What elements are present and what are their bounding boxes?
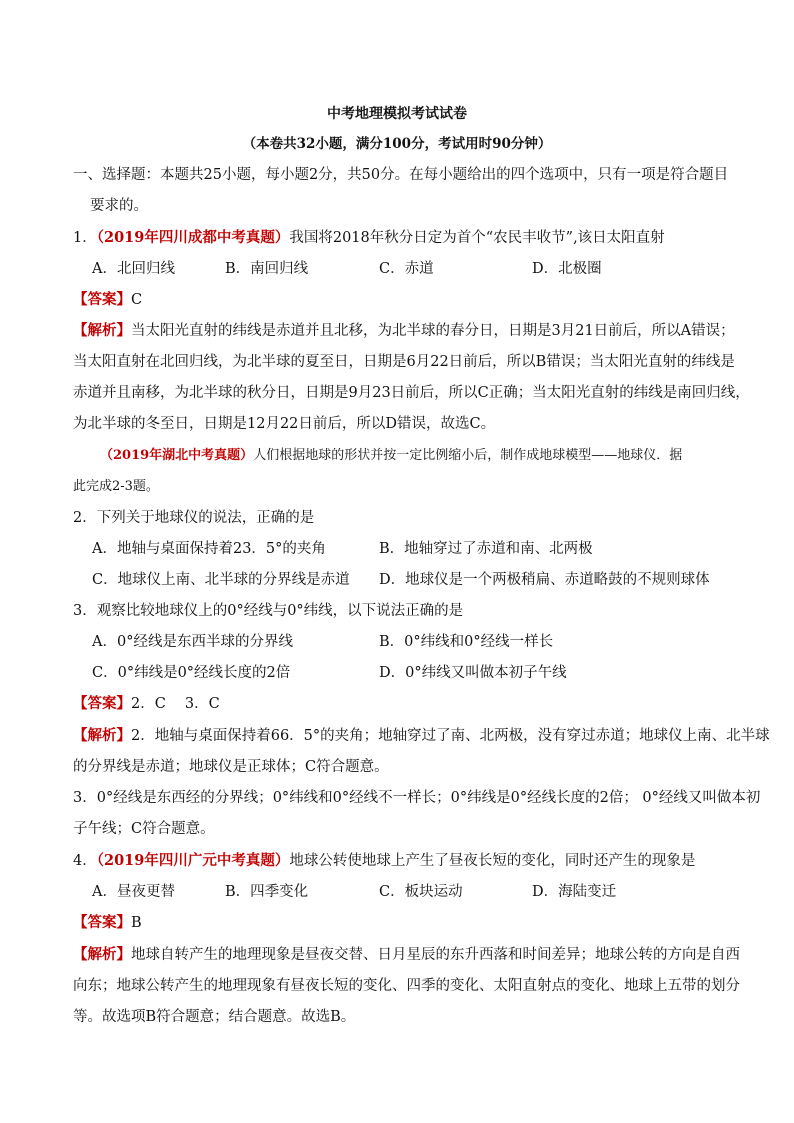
option-c: C．地球仪上南、北半球的分界线是赤道 [92, 572, 350, 588]
option-b: B．0°纬线和0°经线一样长 [379, 634, 554, 650]
question-2: 2．下列关于地球仪的说法，正确的是 [73, 510, 315, 526]
answer-value: C [131, 292, 143, 308]
answer-value: 2．C 3．C [131, 696, 220, 712]
analysis-label: 【解析】 [73, 946, 131, 963]
analysis-1-line4: 为北半球的冬至日，日期是12月22日前后，所以D错误，故选C。 [73, 416, 496, 432]
option-b: B．四季变化 [225, 884, 309, 900]
analysis-2-3-line3: 3．0°经线是东西经的分界线；0°纬线和0°经线不一样长；0°纬线是0°经线长度的2倍； 0°经线又叫做本初 [73, 790, 761, 806]
analysis-1-line3: 赤道并且南移，为北半球的秋分日，日期是9月23日前后，所以C正确；当太阳光直射的纬线是南回归线， [73, 385, 750, 401]
analysis-4-line1 [73, 945, 740, 965]
question-source: （2019年四川成都中考真题） [96, 229, 290, 246]
question-number: 4． [73, 853, 97, 869]
section-instruction: 一、选择题：本题共25小题，每小题2分，共50分。在每小题给出的四个选项中，只有一项是符合题目 [73, 167, 729, 183]
group-source: （2019年湖北中考真题） [100, 448, 254, 463]
question-4 [73, 851, 733, 871]
group-stem-line1 [100, 446, 760, 466]
answer-1 [73, 290, 733, 310]
option-d: D．0°纬线又叫做本初子午线 [379, 665, 567, 681]
analysis-label: 【解析】 [73, 322, 131, 339]
analysis-text: 2．地轴与桌面保持着66．5°的夹角；地轴穿过了南、北两极，没有穿过赤道；地球仪上南、北半球 [131, 728, 770, 744]
option-c: C．0°纬线是0°经线长度的2倍 [92, 665, 291, 681]
group-text: 人们根据地球的形状并按一定比例缩小后，制作成地球模型——地球仪．据 [253, 448, 683, 463]
option-a: A．0°经线是东西半球的分界线 [92, 634, 293, 650]
option-a: A．地轴与桌面保持着23．5°的夹角 [92, 541, 326, 557]
analysis-1-line2: 当太阳直射在北回归线，为北半球的夏至日，日期是6月22日前后，所以B错误；当太阳光直射的纬线是 [73, 354, 735, 370]
option-b: B．南回归线 [225, 261, 309, 277]
question-text: 我国将2018年秋分日定为首个“农民丰收节”,该日太阳直射 [289, 230, 665, 246]
question-number: 1． [73, 230, 97, 246]
section-instruction-cont: 要求的。 [90, 198, 148, 214]
option-c: C．赤道 [379, 261, 434, 277]
analysis-label: 【解析】 [73, 727, 131, 744]
question-source: （2019年四川广元中考真题） [96, 852, 290, 869]
answer-2-3 [73, 694, 733, 714]
analysis-2-3-line4: 子午线；C符合题意。 [73, 821, 215, 837]
analysis-text: 地球自转产生的地理现象是昼夜交替、日月星辰的东升西落和时间差异；地球公转的方向是自西 [131, 947, 740, 963]
question-text: 地球公转使地球上产生了昼夜长短的变化，同时还产生的现象是 [289, 853, 696, 869]
analysis-2-3-line1 [73, 726, 770, 746]
answer-label: 【答案】 [73, 695, 131, 712]
option-a: A．北回归线 [92, 261, 175, 277]
analysis-2-3-line2: 的分界线是赤道；地球仪是正球体；C符合题意。 [73, 759, 389, 775]
answer-4 [73, 913, 733, 933]
answer-label: 【答案】 [73, 914, 131, 931]
analysis-4-line3: 等。故选项B符合题意；结合题意。故选B。 [73, 1009, 356, 1025]
analysis-1-line1 [73, 321, 733, 341]
group-stem-line2: 此完成2-3题。 [73, 479, 159, 494]
page-subtitle: （本卷共32小题，满分100分，考试用时90分钟） [242, 136, 552, 152]
analysis-4-line2: 向东；地球公转产生的地理现象有昼夜长短的变化、四季的变化、太阳直射点的变化、地球上五带的划分 [73, 978, 740, 994]
answer-label: 【答案】 [73, 291, 131, 308]
option-d: D．海陆变迁 [532, 884, 617, 900]
option-d: D．地球仪是一个两极稍扁、赤道略鼓的不规则球体 [379, 572, 710, 588]
page-title: 中考地理模拟考试试卷 [327, 106, 467, 122]
option-c: C．板块运动 [379, 884, 463, 900]
analysis-text: 当太阳光直射的纬线是赤道并且北移，为北半球的春分日，日期是3月21日前后，所以A错误； [131, 323, 735, 339]
option-b: B．地轴穿过了赤道和南、北两极 [379, 541, 593, 557]
answer-value: B [131, 915, 142, 931]
option-d: D．北极圈 [532, 261, 602, 277]
question-3: 3．观察比较地球仪上的0°经线与0°纬线，以下说法正确的是 [73, 603, 464, 619]
option-a: A．昼夜更替 [92, 884, 175, 900]
question-1 [73, 228, 733, 248]
